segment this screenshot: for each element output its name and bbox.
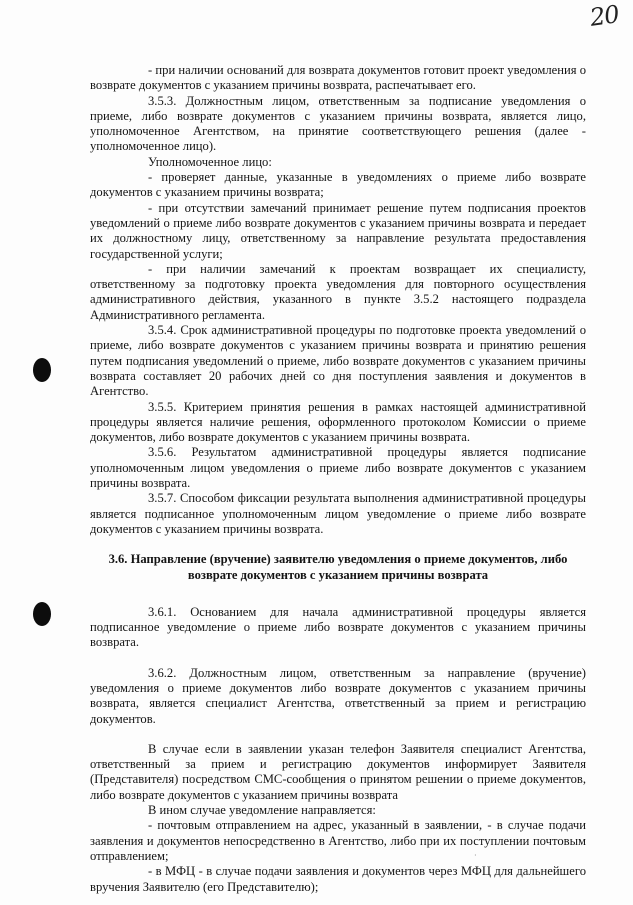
paragraph: - при наличии оснований для возврата документов готовит проект уведомления о возврате документов с указанием причины возврата, распечатывает его. <box>90 63 586 93</box>
paragraph: - при наличии замечаний к проектам возвращает их специалисту, ответственному за подготовку проекта уведомления для повторного осуществления административного действия, указанного в пункте 3.5.2 настоящего подраздела Административного регламента. <box>90 261 586 322</box>
paragraph: 3.5.7. Способом фиксации результата выполнения административной процедуры является подписанное уполномоченным лицом уведомление о приеме либо возврате документов с указанием причины возврата. <box>90 491 586 536</box>
paragraph: 3.5.3. Должностным лицом, ответственным за подписание уведомления о приеме, либо возврате документов с указанием причины возврата, является лицо, уполномоченное Агентством, на принятие соответствующего решения (далее - уполномоченное лицо). <box>90 93 586 154</box>
paragraph: - проверяет данные, указанные в уведомлениях о приеме либо возврате документов с указанием причины возврата; <box>90 170 586 200</box>
paragraph: - при отсутствии замечаний принимает решение путем подписания проектов уведомлений о приеме либо возврате документов с указанием причины возврата и передает их должностному лицу, ответственному за направление результата предоставления государственной услуги; <box>90 200 586 261</box>
page-number: 20 <box>588 0 621 32</box>
paragraph: Уполномоченное лицо: <box>148 154 272 169</box>
paragraph: 3.5.4. Срок административной процедуры по подготовке проекта уведомлений о приеме, либо возврате документов с указанием причины возврата и принятию решения путем подписания уведомлений о приеме, либо возврате документов с указанием причины возврата составляет 20 рабочих дней со дня поступления заявления и документов в Агентство. <box>90 323 586 399</box>
punch-hole-mark <box>33 602 51 626</box>
paragraph: - в МФЦ - в случае подачи заявления и документов через МФЦ для дальнейшего вручения Заявителю (его Представителю); <box>90 864 586 894</box>
paragraph: 3.6.2. Должностным лицом, ответственным за направление (вручение) уведомления о приеме документов либо возврате документов с указанием причины возврата, является специалист Агентства, ответственный за прием и регистрацию документов. <box>90 665 586 726</box>
punch-hole-mark <box>33 358 51 382</box>
paragraph: 3.6.1. Основанием для начала административной процедуры является подписанное уведомление о приеме либо возврате документов с указанием причины возврата. <box>90 604 586 650</box>
scan-speck: · <box>474 851 477 860</box>
paragraph: 3.5.5. Критерием принятия решения в рамках настоящей административной процедуры является наличие решения, оформленного протоколом Комиссии о приеме документов, либо возврате документов с указанием причины возврата. <box>90 399 586 445</box>
paragraph: В случае если в заявлении указан телефон Заявителя специалист Агентства, ответственный за прием и регистрацию документов информирует Заявителя (Представителя) посредством СМС-сообщения о принятом решении о приеме документов, либо возврате документов с указанием причины возврата <box>90 741 586 802</box>
document-body <box>90 63 586 895</box>
paragraph: 3.5.6. Результатом административной процедуры является подписание уполномоченным лицом уведомления о приеме либо возврате документов с указанием причины возврата. <box>90 445 586 491</box>
section-heading: 3.6. Направление (вручение) заявителю уведомления о приеме документов, либо возврате документов с указанием причины возврата <box>108 552 568 582</box>
paragraph: - почтовым отправлением на адрес, указанный в заявлении, - в случае подачи заявления и документов непосредственно в Агентство, либо при их поступлении почтовым отправлением; <box>90 818 586 863</box>
paragraph: В ином случае уведомление направляется: <box>148 803 376 818</box>
